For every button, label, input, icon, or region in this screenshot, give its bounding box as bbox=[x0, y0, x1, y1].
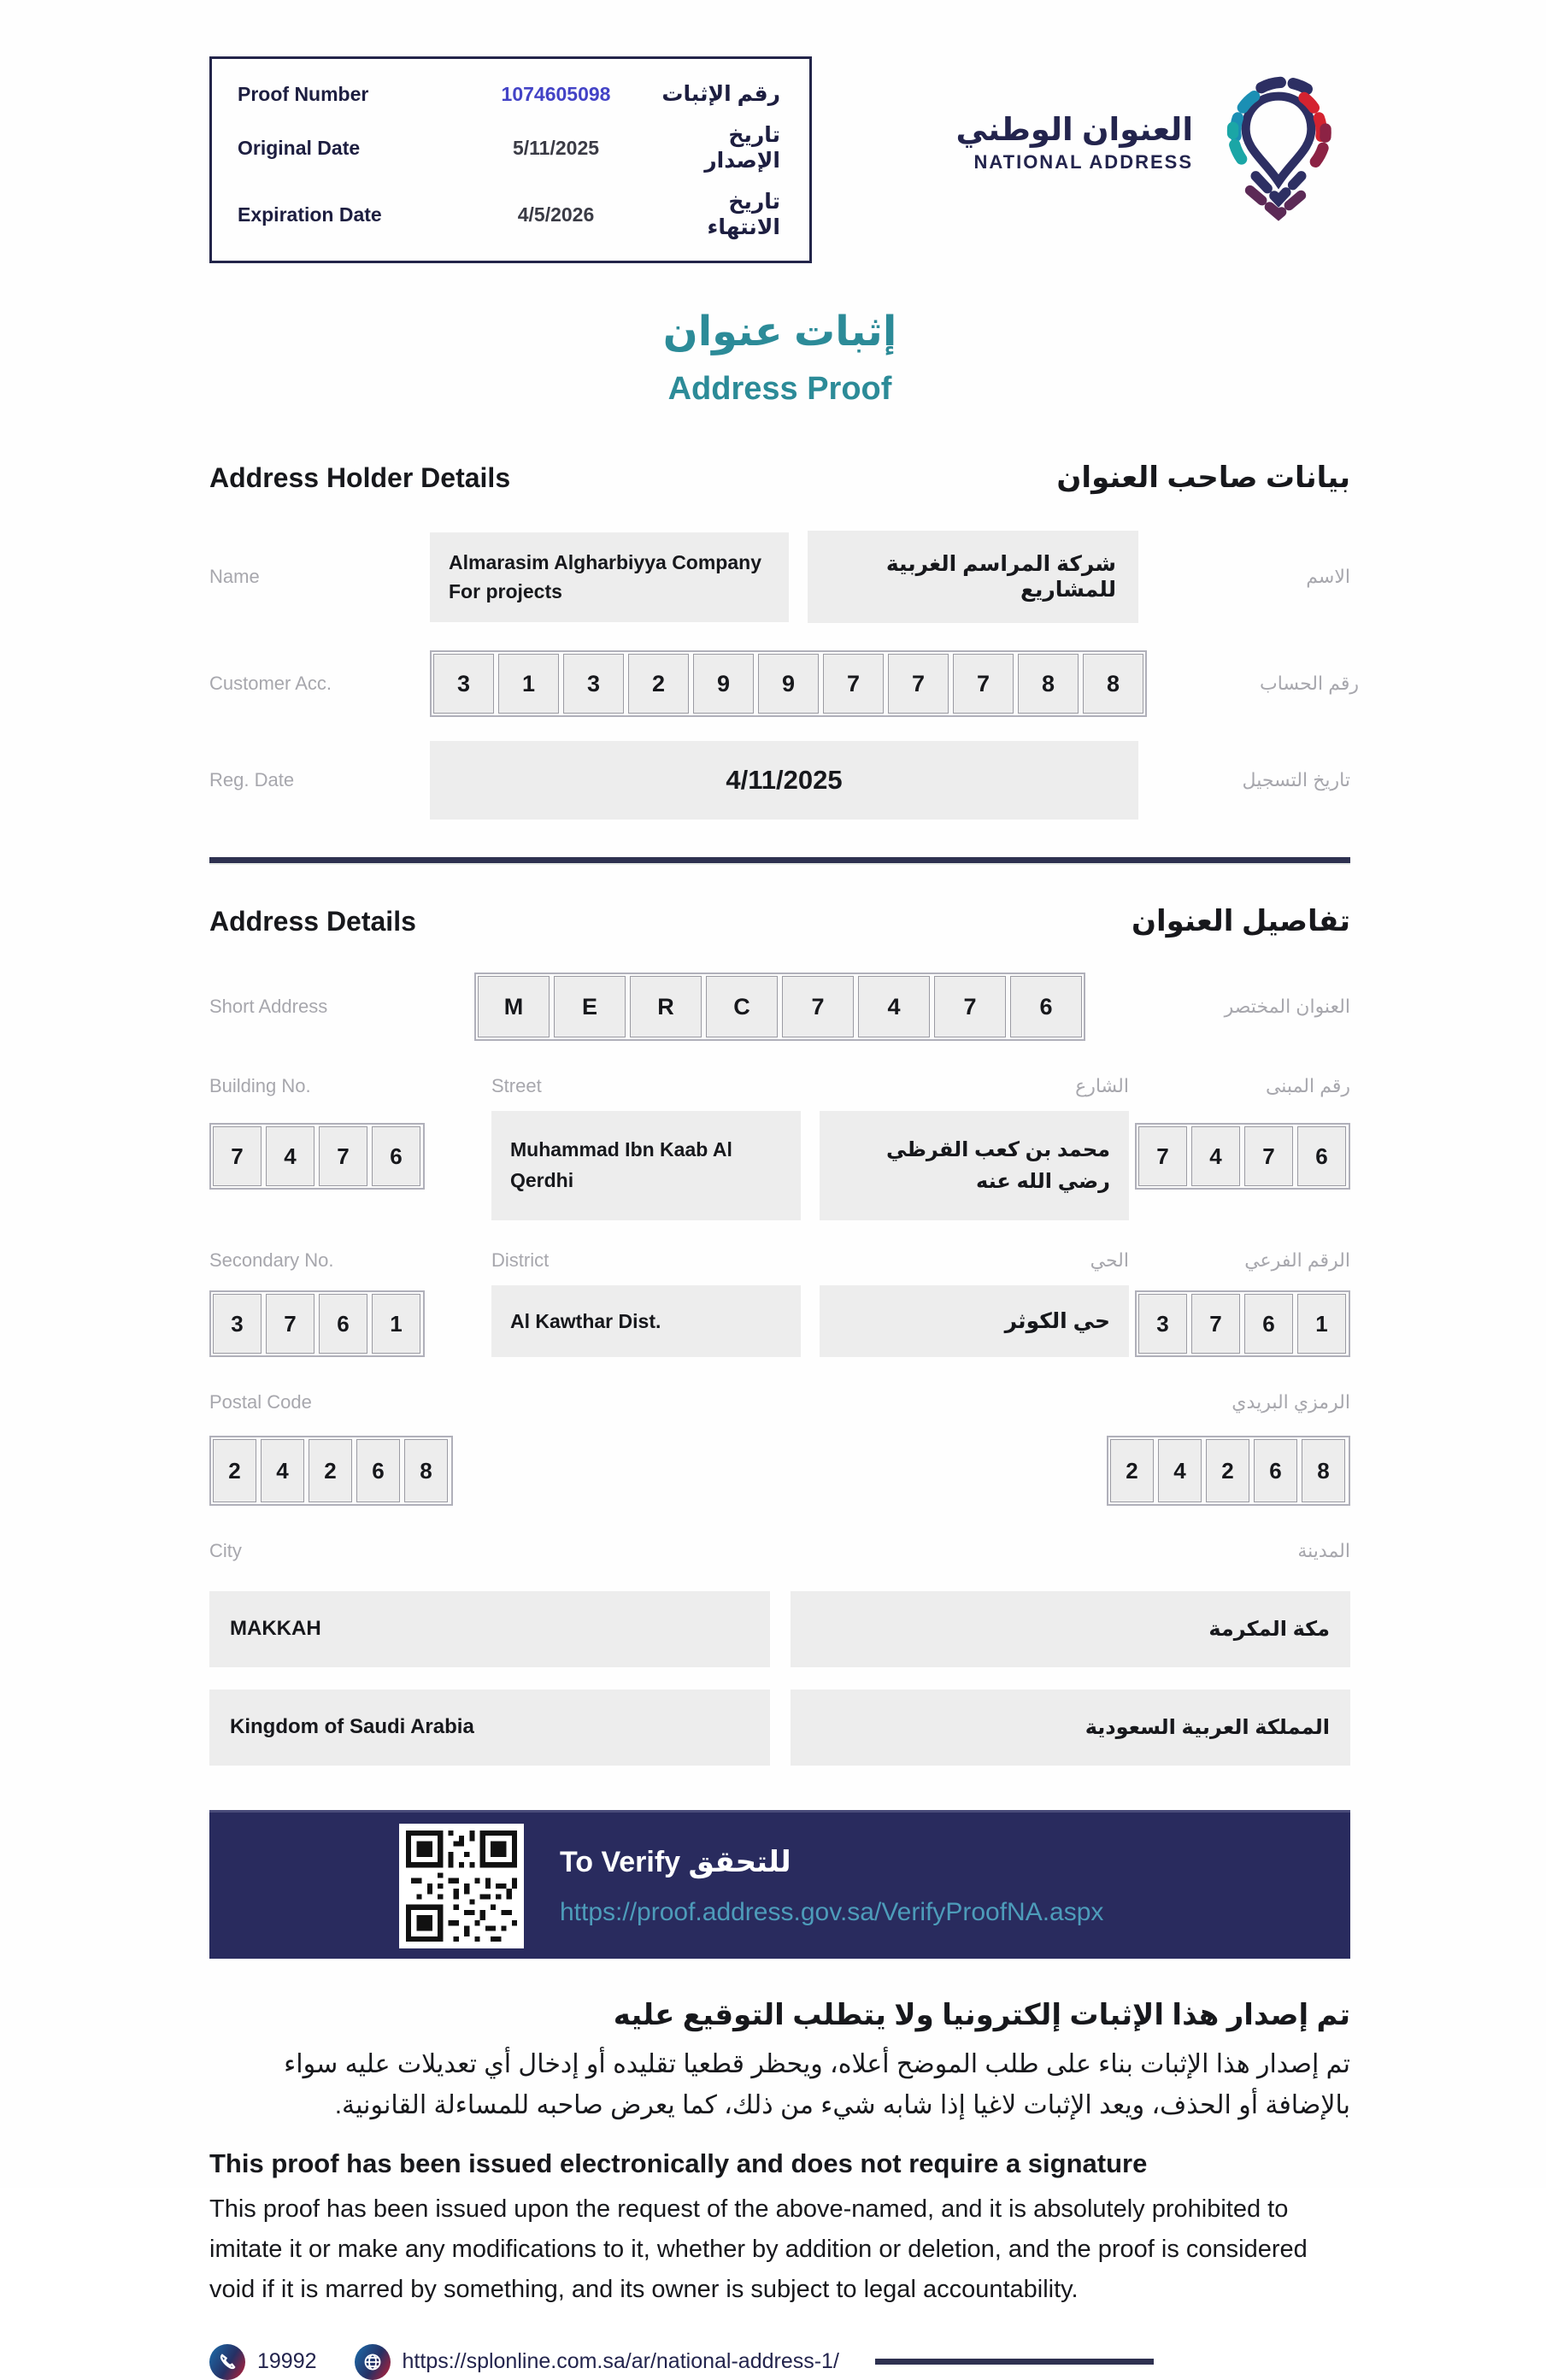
digit-cell: 6 bbox=[356, 1439, 400, 1502]
digit-cell: 1 bbox=[372, 1294, 420, 1354]
char-cell: 6 bbox=[1010, 976, 1082, 1037]
secondary-no-column bbox=[209, 1249, 491, 1357]
verify-label-ar: للتحقق bbox=[688, 1845, 791, 1878]
digit-cell: 8 bbox=[1302, 1439, 1345, 1502]
district-label-ar: الحي bbox=[1090, 1249, 1129, 1271]
digit-cell: 3 bbox=[563, 654, 624, 714]
address-section-title-ar: تفاصيل العنوان bbox=[1131, 905, 1350, 937]
digit-cell: 7 bbox=[1191, 1294, 1240, 1354]
postal-code-label-ar: الرمزي البريدي bbox=[1232, 1391, 1350, 1413]
country-value-en: Kingdom of Saudi Arabia bbox=[209, 1690, 770, 1766]
digit-cell: 4 bbox=[1158, 1439, 1202, 1502]
verify-bar bbox=[209, 1810, 1350, 1959]
digit-cell: 3 bbox=[433, 654, 494, 714]
building-no-cells-ar bbox=[1135, 1123, 1350, 1190]
street-row bbox=[209, 1075, 1350, 1220]
footer-line bbox=[875, 2359, 1154, 2365]
digit-cell: 7 bbox=[1244, 1126, 1293, 1186]
street-label-en: Street bbox=[491, 1075, 542, 1096]
district-en-column bbox=[491, 1249, 801, 1357]
footer bbox=[209, 2344, 1350, 2380]
city-row bbox=[209, 1540, 1350, 1667]
digit-cell: 6 bbox=[319, 1294, 367, 1354]
name-value-ar: شركة المراسم الغربية للمشاريع bbox=[808, 531, 1138, 623]
digit-cell: 7 bbox=[319, 1126, 367, 1186]
digit-cell: 6 bbox=[1244, 1294, 1293, 1354]
section-divider bbox=[209, 857, 1350, 863]
digit-cell: 9 bbox=[693, 654, 754, 714]
document-title bbox=[209, 308, 1350, 408]
char-cell: R bbox=[630, 976, 702, 1037]
address-section-title-en: Address Details bbox=[209, 906, 416, 937]
short-address-row bbox=[209, 973, 1350, 1041]
char-cell: C bbox=[706, 976, 778, 1037]
registration-date-row bbox=[209, 741, 1350, 820]
phone-icon bbox=[209, 2344, 245, 2380]
char-cell: M bbox=[478, 976, 550, 1037]
building-no-label-ar: رقم المبنى bbox=[1265, 1075, 1350, 1096]
customer-account-row bbox=[209, 650, 1359, 717]
digit-cell: 8 bbox=[1083, 654, 1143, 714]
proof-number-label-en: Proof Number bbox=[238, 82, 369, 105]
short-address-label-en: Short Address bbox=[209, 996, 328, 1017]
postal-code-row bbox=[209, 1391, 1350, 1506]
verify-label-en: To Verify bbox=[560, 1845, 681, 1878]
secondary-no-cells-ar bbox=[1135, 1290, 1350, 1357]
city-value-en: MAKKAH bbox=[209, 1591, 770, 1667]
char-cell: 4 bbox=[858, 976, 930, 1037]
digit-cell: 2 bbox=[1206, 1439, 1249, 1502]
district-ar-column bbox=[820, 1249, 1129, 1357]
digit-cell: 2 bbox=[1110, 1439, 1154, 1502]
address-section-header bbox=[209, 904, 1350, 938]
digit-cell: 7 bbox=[213, 1126, 262, 1186]
building-no-cells bbox=[209, 1123, 425, 1190]
digit-cell: 7 bbox=[888, 654, 949, 714]
building-no-label-en: Building No. bbox=[209, 1075, 311, 1096]
country-value-ar: المملكة العربية السعودية bbox=[791, 1690, 1351, 1766]
document-title-ar: إثبات عنوان bbox=[662, 309, 897, 355]
char-cell: 7 bbox=[782, 976, 854, 1037]
short-address-label-ar: العنوان المختصر bbox=[1224, 996, 1350, 1017]
short-address-cells bbox=[474, 973, 1085, 1041]
building-no-ar-column bbox=[1135, 1075, 1350, 1220]
holder-section-title-en: Address Holder Details bbox=[209, 462, 511, 493]
reg-date-value: 4/11/2025 bbox=[430, 741, 1138, 820]
city-label-ar: المدينة bbox=[1297, 1540, 1350, 1561]
secondary-no-label-ar: الرقم الفرعي bbox=[1244, 1249, 1350, 1271]
postal-code-cells-ar bbox=[1107, 1436, 1350, 1506]
proof-number-row bbox=[238, 81, 780, 107]
digit-cell: 2 bbox=[309, 1439, 352, 1502]
digit-cell: 4 bbox=[1191, 1126, 1240, 1186]
postal-code-ar-column bbox=[1107, 1391, 1350, 1506]
globe-icon bbox=[355, 2344, 391, 2380]
disclaimer-title-en: This proof has been issued electronically and does not require a signature bbox=[209, 2148, 1148, 2178]
digit-cell: 1 bbox=[1297, 1294, 1346, 1354]
street-label-ar: الشارع bbox=[1075, 1075, 1129, 1096]
reg-date-label-ar: تاريخ التسجيل bbox=[1242, 769, 1350, 790]
proof-meta-box bbox=[209, 56, 812, 263]
footer-url[interactable]: https://splonline.com.sa/ar/national-address-1/ bbox=[402, 2349, 839, 2374]
digit-cell: 7 bbox=[266, 1294, 314, 1354]
logo-text bbox=[956, 111, 1193, 173]
name-row bbox=[209, 531, 1350, 623]
digit-cell: 4 bbox=[261, 1439, 304, 1502]
holder-section-title-ar: بيانات صاحب العنوان bbox=[1056, 461, 1350, 494]
verify-label bbox=[560, 1845, 1103, 1879]
secondary-no-label-en: Secondary No. bbox=[209, 1249, 334, 1271]
customer-account-digits bbox=[430, 650, 1147, 717]
digit-cell: 7 bbox=[953, 654, 1014, 714]
qr-code bbox=[399, 1824, 524, 1948]
expiration-date-label-en: Expiration Date bbox=[238, 203, 382, 226]
location-pin-icon bbox=[1207, 65, 1350, 219]
proof-number-value: 1074605098 bbox=[501, 82, 611, 105]
digit-cell: 6 bbox=[1254, 1439, 1297, 1502]
digit-cell: 3 bbox=[213, 1294, 262, 1354]
original-date-label-en: Original Date bbox=[238, 136, 361, 159]
qr-code-image bbox=[406, 1831, 517, 1942]
name-value-en: Almarasim Algharbiyya Company For projects bbox=[430, 532, 789, 622]
verify-text bbox=[560, 1845, 1103, 1927]
proof-number-label-ar: رقم الإثبات bbox=[661, 82, 780, 106]
logo-title-en: NATIONAL ADDRESS bbox=[973, 150, 1193, 173]
name-label-ar: الاسم bbox=[1306, 566, 1350, 587]
postal-code-cells bbox=[209, 1436, 453, 1506]
city-value-ar: مكة المكرمة bbox=[791, 1591, 1351, 1667]
disclaimer-body-en: This proof has been issued upon the request of the above-named, and it is absolutely prohibited to imitate it or make any modifications to it, whether by addition or deletion, and the proof is considered void if it is marred by something, and its owner is subject to legal accountability. bbox=[209, 2195, 1308, 2303]
street-value-ar: محمد بن كعب القرظي رضي الله عنه bbox=[820, 1111, 1129, 1220]
digit-cell: 8 bbox=[1018, 654, 1079, 714]
expiration-date-label-ar: تاريخ الانتهاء bbox=[707, 190, 780, 239]
district-label-en: District bbox=[491, 1249, 550, 1271]
digit-cell: 6 bbox=[372, 1126, 420, 1186]
support-phone: 19992 bbox=[257, 2349, 317, 2374]
postal-code-column bbox=[209, 1391, 453, 1506]
digit-cell: 7 bbox=[823, 654, 884, 714]
postal-code-label-en: Postal Code bbox=[209, 1391, 312, 1413]
national-address-logo bbox=[956, 65, 1350, 219]
reg-date-label-en: Reg. Date bbox=[209, 769, 295, 790]
digit-cell: 2 bbox=[628, 654, 689, 714]
document-header bbox=[209, 0, 1350, 263]
digit-cell: 1 bbox=[498, 654, 559, 714]
street-ar-column bbox=[820, 1075, 1129, 1220]
digit-cell: 7 bbox=[1138, 1126, 1187, 1186]
logo-title-ar: العنوان الوطني bbox=[955, 111, 1193, 147]
customer-account-label-en: Customer Acc. bbox=[209, 673, 332, 694]
expiration-date-row bbox=[238, 189, 780, 240]
digit-cell: 2 bbox=[213, 1439, 256, 1502]
country-row bbox=[209, 1690, 1350, 1766]
expiration-date-value: 4/5/2026 bbox=[517, 203, 595, 226]
street-en-column bbox=[491, 1075, 801, 1220]
district-value-ar: حي الكوثر bbox=[820, 1285, 1129, 1357]
disclaimer-title-ar: تم إصدار هذا الإثبات إلكترونيا ولا يتطلب التوقيع عليه bbox=[613, 1999, 1350, 2031]
digit-cell: 4 bbox=[266, 1126, 314, 1186]
original-date-label-ar: تاريخ الإصدار bbox=[704, 123, 780, 173]
char-cell: E bbox=[554, 976, 626, 1037]
digit-cell: 8 bbox=[404, 1439, 448, 1502]
digit-cell: 6 bbox=[1297, 1126, 1346, 1186]
district-row bbox=[209, 1249, 1350, 1357]
building-no-column bbox=[209, 1075, 491, 1220]
disclaimer-body-ar: تم إصدار هذا الإثبات بناء على طلب الموضح أعلاه، ويحظر قطعيا تقليده أو إدخال أي تعديلات عليه سواء بالإضافة أو الحذف، ويعد الإثبات لاغيا إذا شابه شيء من ذلك، كما يعرض صاحبه للمساءلة القانونية. bbox=[284, 2050, 1350, 2119]
secondary-no-cells bbox=[209, 1290, 425, 1357]
street-value-en: Muhammad Ibn Kaab Al Qerdhi bbox=[491, 1111, 801, 1220]
customer-account-label-ar: رقم الحساب bbox=[1260, 673, 1359, 694]
city-label-en: City bbox=[209, 1540, 242, 1561]
verify-url[interactable]: https://proof.address.gov.sa/VerifyProofNA.aspx bbox=[560, 1897, 1104, 1926]
digit-cell: 3 bbox=[1138, 1294, 1187, 1354]
original-date-value: 5/11/2025 bbox=[512, 136, 600, 159]
document-title-en: Address Proof bbox=[667, 371, 892, 407]
original-date-row bbox=[238, 122, 780, 173]
name-label-en: Name bbox=[209, 566, 260, 587]
district-value-en: Al Kawthar Dist. bbox=[491, 1285, 801, 1357]
secondary-no-ar-column bbox=[1135, 1249, 1350, 1357]
char-cell: 7 bbox=[934, 976, 1006, 1037]
holder-section-header bbox=[209, 461, 1350, 495]
digit-cell: 9 bbox=[758, 654, 819, 714]
